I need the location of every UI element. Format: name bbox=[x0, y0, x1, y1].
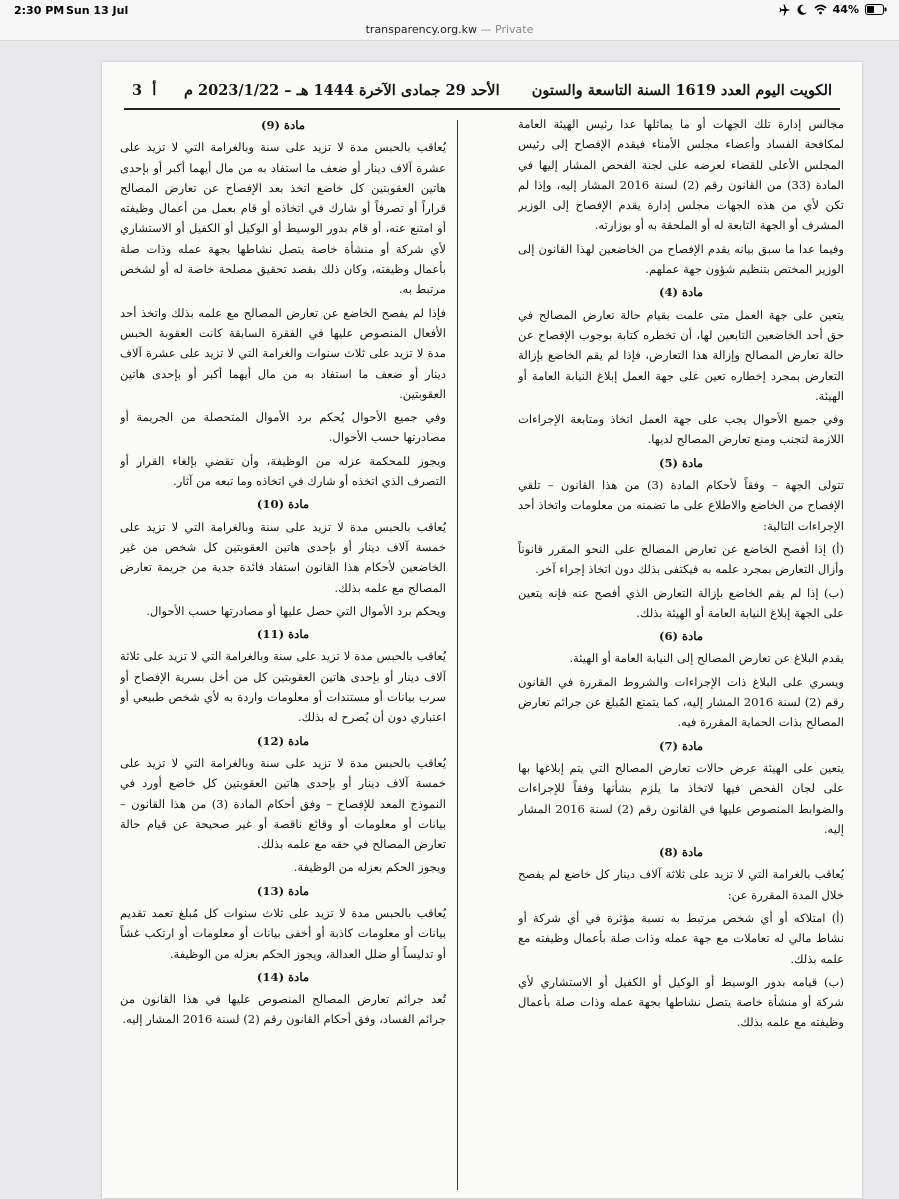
paragraph: (ب) قيامه بدور الوسيط أو الوكيل أو الكفيل أو الاستشاري لأي شركة أو منشأة خاصة يتصل نشاطها بجهة عمله وذات صلة بأعمال وظيفته مع علمه بذلك. bbox=[518, 974, 844, 1030]
paragraph: (ب) إذا لم يقم الخاضع بإزالة التعارض الذي أفصح عنه فإنه يتعين على الجهة إبلاغ النيابة العامة أو الهيئة بذلك. bbox=[518, 585, 844, 620]
paragraph: يُعاقب بالحبس مدة لا تزيد على سنة وبالغرامة التي لا تزيد على ثلاثة آلاف دينار أو بإحدى هاتين العقوبتين كل من أخل بسرية الإفصاح أو سرب بيانات أو مستندات أو معلومات واردة به لأي شخص طبيعي أو اعتباري دون أن يُصرح له بذلك. bbox=[120, 649, 446, 725]
airplane-icon bbox=[779, 4, 791, 16]
paragraph: تتولى الجهة – وفقاً لأحكام المادة (3) من هذا القانون – تلقي الإفصاح من الخاضع والاطلاع على ما تضمنه من معلومات واتخاذ أحد الإجراءات التالية: bbox=[518, 478, 844, 533]
header-rule bbox=[124, 108, 840, 110]
paragraph: يتعين على جهة العمل متى علمت بقيام حالة تعارض المصالح في حق أحد الخاضعين التابعين لها، أن تخطره كتابة بوجوب الإفصاح عن حالة تعارض المصالح وإزالة هذا التعارض، فإذا لم يقم الخاضع بإزالة التعارض بمجرد إخطاره تعين على جهة العمل إبلاغ النيابة العامة أو الهيئة. bbox=[518, 307, 844, 403]
article-heading: مادة (5) bbox=[658, 455, 704, 470]
paragraph: (أ) امتلاكه أو أي شخص مرتبط به نسبة مؤثرة في أي شركة أو نشاط مالي له تعاملات مع جهة عمله وذات صلة بأعمال وظيفته مع علمه بذلك. bbox=[518, 910, 844, 966]
moon-icon bbox=[797, 4, 808, 15]
paragraph: وفي جميع الأحوال يجب على جهة العمل اتخاذ ومتابعة الإجراءات اللازمة لتجنب ومنع تعارض المصالح لديها. bbox=[518, 412, 844, 447]
private-mode-label: — Private bbox=[480, 23, 534, 36]
paragraph: وفي جميع الأحوال يُحكم برد الأموال المتحصلة من الجريمة أو مصادرتها حسب الأحوال. bbox=[120, 410, 446, 445]
battery-percent: 44% bbox=[832, 3, 859, 16]
paragraph: مجالس إدارة تلك الجهات أو ما يماثلها عدا رئيس الهيئة العامة لمكافحة الفساد وأعضاء مجلس الأمناء فيقدم الإفصاح إلى رئيس المجلس الأعلى للقضاء لعرضه على لجنة الفحص المشار إليها في المادة (33) من القانون رقم (2) لسنة 2016 المشار إليه، وإذا لم تكن لأي من هذه الجهات مجلس إدارة يقدم الإفصاح إلى الوزير المشرف أو الجهة التابعة له أو الملحقة به أو بوزارته. bbox=[518, 117, 844, 233]
paragraph: فإذا لم يفصح الخاضع عن تعارض المصالح مع علمه بذلك واتخذ أحد الأفعال المنصوص عليها في الفقرة السابقة كانت العقوبة الحبس مدة لا تزيد على ثلاث سنوات والغرامة التي لا تزيد على عشرة آلاف دينار أو ضعف ما استفاد به من مال أيهما أكبر أو بإحدى هاتين العقوبتين. bbox=[120, 305, 446, 401]
paragraph: وفيما عدا ما سبق بيانه يقدم الإفصاح من الخاضعين لهذا القانون إلى الوزير المختص بتنظيم شؤون جهة عملهم. bbox=[518, 241, 844, 277]
article-heading: مادة (10) bbox=[256, 497, 310, 512]
article-heading: مادة (12) bbox=[256, 733, 310, 748]
status-icons bbox=[779, 3, 887, 16]
article-heading: مادة (6) bbox=[658, 629, 704, 644]
paragraph: يتعين على الهيئة عرض حالات تعارض المصالح التي يتم إبلاغها بها على لجان الفحص فيها لاتخاذ ما يلزم بشأنها وفقاً للإجراءات والضوابط المنصوص عليها في القانون رقم (2) لسنة 2016 المشار إليه. bbox=[518, 760, 844, 836]
column-divider bbox=[457, 120, 458, 1190]
address-bar[interactable] bbox=[0, 22, 899, 41]
left-column bbox=[120, 114, 446, 1194]
paragraph: ويحكم برد الأموال التي حصل عليها أو مصادرتها حسب الأحوال. bbox=[146, 603, 446, 618]
wifi-icon bbox=[814, 4, 827, 15]
header-date: الأحد 29 جمادى الآخرة 1444 هـ – 2023/1/22 م bbox=[184, 82, 500, 99]
paragraph: يقدم البلاغ عن تعارض المصالح إلى النيابة العامة أو الهيئة. bbox=[569, 651, 844, 666]
header-page-number bbox=[132, 82, 156, 99]
article-heading: مادة (4) bbox=[658, 285, 704, 300]
paragraph: يُعاقب بالحبس مدة لا تزيد على سنة وبالغرامة التي لا تزيد على خمسة آلاف دينار أو بإحدى هاتين العقوبتين كل خاضع أورد في النموذج المعد للإفصاح – وفق أحكام المادة (3) من هذا القانون – بيانات أو معلومات أو وقائع ناقصة أو غير صحيحة عن قيام حالة تعارض المصالح في حقه مع علمه بذلك. bbox=[120, 755, 446, 852]
page-letter: أ bbox=[152, 82, 157, 99]
status-time: 2:30 PM bbox=[14, 4, 65, 17]
page-header bbox=[132, 70, 832, 106]
right-column bbox=[518, 114, 844, 1194]
article-heading: مادة (14) bbox=[256, 969, 310, 984]
article-heading: مادة (8) bbox=[658, 845, 704, 860]
paragraph: ويجوز الحكم بعزله من الوظيفة. bbox=[293, 860, 446, 875]
article-heading: مادة (11) bbox=[256, 627, 310, 642]
paragraph: يُعاقب بالحبس مدة لا تزيد على سنة وبالغرامة التي لا تزيد على خمسة آلاف دينار أو بإحدى هاتين العقوبتين كل شخص من غير الخاضعين لأحكام هذا القانون استفاد فائدة جدية من جريمة تعارض المصالح مع علمه بذلك. bbox=[120, 519, 446, 595]
url-text[interactable]: transparency.org.kw bbox=[365, 23, 478, 36]
gazette-page bbox=[102, 62, 862, 1198]
paragraph: ويجوز للمحكمة عزله من الوظيفة، وأن تقضي بإلغاء القرار أو التصرف الذي اتخذه أو شارك في اتخاذه وما تبعه من آثار. bbox=[120, 453, 446, 489]
paragraph: يُعاقب بالغرامة التي لا تزيد على ثلاثة آلاف دينار كل خاضع لم يفصح خلال المدة المقررة عن: bbox=[518, 867, 844, 902]
paragraph: (أ) إذا أفصح الخاضع عن تعارض المصالح على النحو المقرر قانوناً وأزال التعارض بمجرد علمه به فيكتفى بذلك دون اتخاذ إجراء آخر. bbox=[518, 541, 844, 577]
battery-icon bbox=[865, 4, 887, 15]
article-heading: مادة (9) bbox=[260, 118, 306, 132]
page-number: 3 bbox=[132, 82, 143, 99]
status-bar bbox=[0, 0, 899, 22]
paragraph: يُعاقب بالحبس مدة لا تزيد على سنة وبالغرامة التي لا تزيد على عشرة آلاف دينار أو ضعف ما استفاد به من مال أيهما أكبر أو بإحدى هاتين العقوبتين كل خاضع اتخذ بعد الإفصاح عن تعارض المصالح قراراً أو تصرفاً أو شارك في اتخاذه أو قام بعمل من أعمال وظيفته أو امتنع عنه، أو قام بدور الوسيط أو الوكيل أو الكفيل أو الاستشاري لأي شركة أو منشأة خاصة يتصل نشاطها بجهة عمله وذات صلة بأعمال وظيفته، وكان ذلك بقصد تحقيق مصلحة خاصة له أو لشخص مرتبط به. bbox=[120, 140, 446, 297]
status-date: Sun 13 Jul bbox=[66, 4, 129, 17]
paragraph: تُعد جرائم تعارض المصالح المنصوص عليها في هذا القانون من جرائم الفساد، وفق أحكام القانون رقم (2) لسنة 2016 المشار إليه. bbox=[120, 992, 446, 1027]
article-heading: مادة (7) bbox=[658, 738, 704, 753]
paragraph: يُعاقب بالحبس مدة لا تزيد على ثلاث سنوات كل مُبلغ تعمد تقديم بيانات أو معلومات كاذبة أو أخفى بيانات أو معلومات أو ارتكب غشاً أو تدليساً أو ضلل العدالة، ويجوز الحكم بعزله من الوظيفة. bbox=[120, 905, 446, 961]
paragraph: ويسري على البلاغ ذات الإجراءات والشروط المقررة في القانون رقم (2) لسنة 2016 المشار إليه، كما يتمتع المُبلغ عن جرائم تعارض المصالح بذات الحماية المقررة فيه. bbox=[518, 674, 844, 730]
article-heading: مادة (13) bbox=[256, 883, 310, 898]
header-issue: الكويت اليوم العدد 1619 السنة التاسعة والستون bbox=[531, 82, 832, 99]
